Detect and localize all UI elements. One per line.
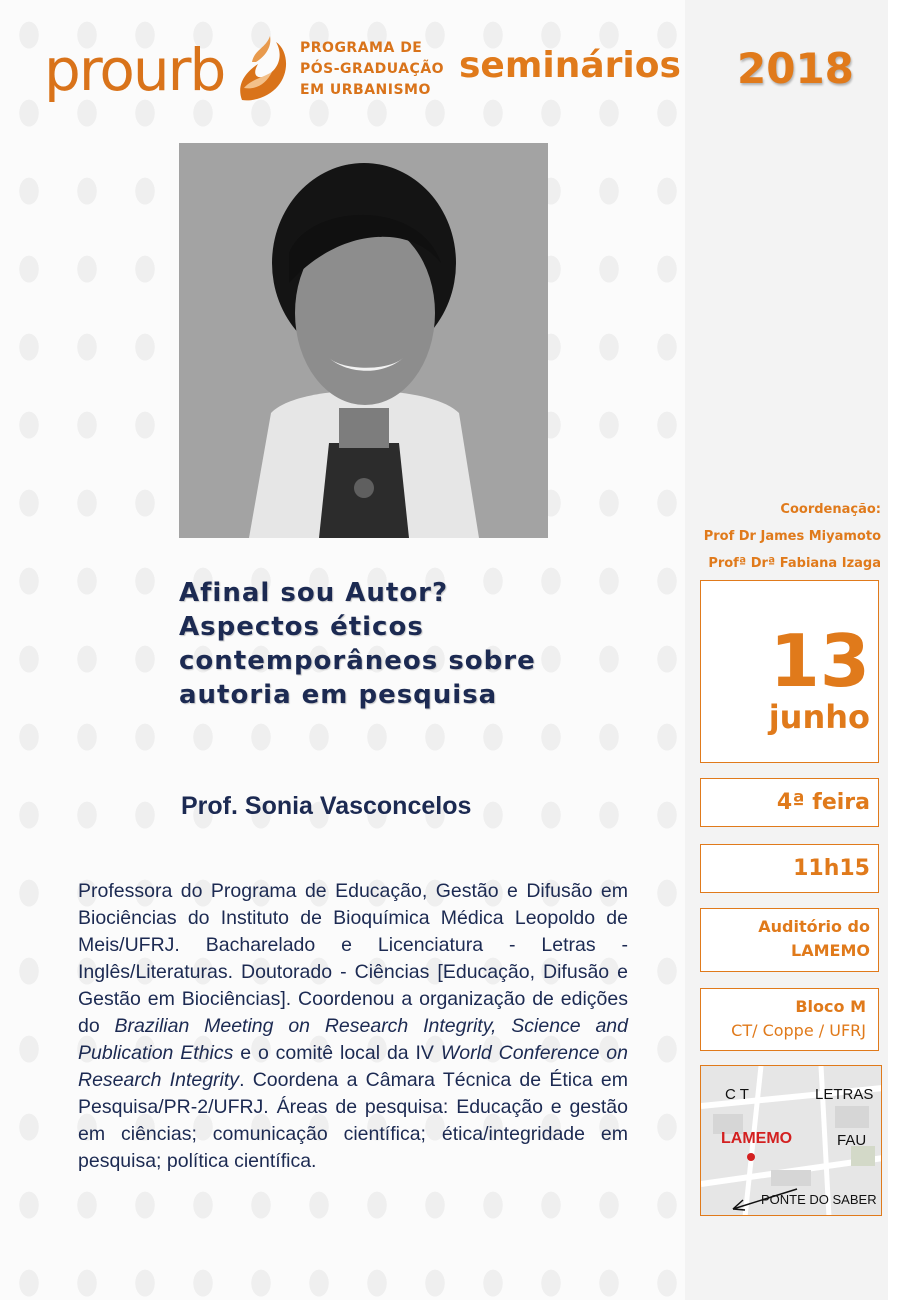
- map-label: C T: [725, 1086, 749, 1103]
- title-line: contemporâneos sobre: [179, 646, 536, 676]
- prourb-logo: prourb: [44, 36, 225, 104]
- venue-line: LAMEMO: [791, 941, 870, 960]
- coordination-label: Coordenação:: [780, 502, 881, 517]
- coordination: [690, 496, 881, 577]
- program-line: PROGRAMA DE: [300, 40, 423, 56]
- year: 2018: [737, 44, 854, 93]
- bio-text-italic: World Conference on Research Integrity: [78, 1042, 628, 1091]
- right-margin: [888, 0, 900, 1300]
- campus-location: CT/ Coppe / UFRJ: [731, 1021, 866, 1040]
- map-marker-label: LAMEMO: [721, 1130, 793, 1147]
- coordinator-name: Prof Dr James Miyamoto: [703, 529, 881, 544]
- location-map: [700, 1065, 882, 1216]
- title-line: Aspectos éticos: [179, 612, 424, 642]
- bio-text-italic: Brazilian Meeting on Research Integrity, Science and Publication Ethics: [78, 1015, 628, 1064]
- program-line: EM URBANISMO: [300, 82, 431, 98]
- bio-text: e o comitê local da IV: [233, 1042, 441, 1064]
- map-label: PONTE DO SABER: [761, 1192, 877, 1207]
- coordinator-name: Profª Drª Fabiana Izaga: [708, 556, 881, 571]
- speaker-portrait-image: [179, 143, 548, 538]
- map-label: LETRAS: [815, 1086, 874, 1103]
- program-line: PÓS-GRADUAÇÃO: [300, 61, 445, 77]
- date-box: [700, 580, 879, 763]
- flame-logo-icon: [232, 28, 292, 106]
- event-month: junho: [768, 698, 870, 736]
- title-line: autoria em pesquisa: [179, 680, 498, 710]
- weekday-box: 4ª feira: [700, 778, 879, 827]
- block-box: [700, 988, 879, 1051]
- bio-text: Professora do Programa de Educação, Gestão e Difusão em Biociências do Instituto de Bioquímica Médica Leopoldo de Meis/UFRJ. Bacharelado e Licenciatura - Letras - Inglês/Literaturas. Doutorado - Ciências [Educação, Difusão e Gestão em Biociências]. Coordenou a organização de edições do: [78, 880, 628, 1037]
- talk-title: [179, 576, 659, 712]
- venue-line: Auditório do: [758, 917, 870, 936]
- time-box: 11h15: [700, 844, 879, 893]
- map-label: FAU: [837, 1132, 867, 1149]
- title-line: Afinal sou Autor?: [179, 578, 449, 608]
- block-name: Bloco M: [795, 997, 866, 1016]
- bio-text: . Coordena a Câmara Técnica de Ética em Pesquisa/PR-2/UFRJ. Áreas de pesquisa: Educação e gestão em ciências; comunicação científica; ética/integridade em pesquisa; política científica.: [78, 1069, 628, 1172]
- series-title: seminários: [459, 45, 681, 86]
- speaker-name: Prof. Sonia Vasconcelos: [181, 792, 472, 820]
- event-day: 13: [769, 619, 870, 703]
- speaker-bio: [78, 878, 628, 1175]
- program-name: [300, 38, 470, 101]
- venue-box: [700, 908, 879, 972]
- speaker-photo: [179, 143, 548, 538]
